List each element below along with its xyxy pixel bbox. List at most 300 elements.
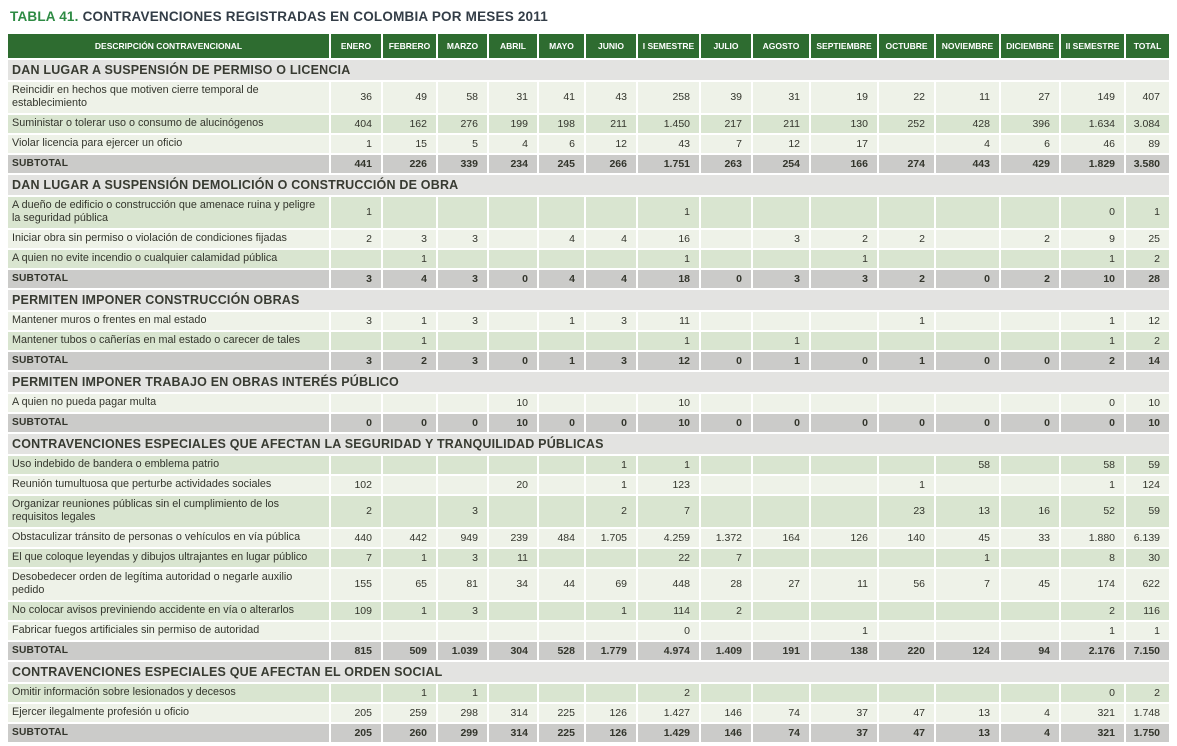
cell-value: 404 bbox=[330, 114, 382, 134]
cell-value: 174 bbox=[1060, 568, 1125, 601]
cell-value: 1 bbox=[330, 134, 382, 154]
subtotal-value: 1.409 bbox=[700, 641, 752, 661]
subtotal-value: 0 bbox=[878, 413, 935, 433]
cell-value: 3.084 bbox=[1125, 114, 1169, 134]
row-label: Obstaculizar tránsito de personas o vehículos en vía pública bbox=[8, 528, 330, 548]
subtotal-value: 0 bbox=[585, 413, 637, 433]
cell-value: 1.705 bbox=[585, 528, 637, 548]
table-row bbox=[8, 81, 1169, 114]
cell-value bbox=[752, 393, 810, 413]
cell-value: 2 bbox=[878, 229, 935, 249]
cell-value: 58 bbox=[1060, 455, 1125, 475]
cell-value: 440 bbox=[330, 528, 382, 548]
cell-value bbox=[1000, 475, 1060, 495]
subtotal-value: 18 bbox=[637, 269, 700, 289]
cell-value bbox=[330, 683, 382, 703]
column-header: TOTAL bbox=[1125, 34, 1169, 59]
cell-value: 1 bbox=[437, 683, 488, 703]
cell-value: 407 bbox=[1125, 81, 1169, 114]
table-row bbox=[8, 229, 1169, 249]
cell-value: 3 bbox=[437, 601, 488, 621]
cell-value: 89 bbox=[1125, 134, 1169, 154]
cell-value bbox=[437, 393, 488, 413]
cell-value bbox=[878, 455, 935, 475]
cell-value bbox=[488, 601, 538, 621]
cell-value bbox=[935, 229, 1000, 249]
cell-value: 1.372 bbox=[700, 528, 752, 548]
row-label: A quien no pueda pagar multa bbox=[8, 393, 330, 413]
cell-value: 23 bbox=[878, 495, 935, 528]
cell-value: 1 bbox=[382, 331, 437, 351]
cell-value bbox=[488, 196, 538, 229]
cell-value: 19 bbox=[810, 81, 878, 114]
cell-value: 140 bbox=[878, 528, 935, 548]
subtotal-value: 7.150 bbox=[1125, 641, 1169, 661]
cell-value: 39 bbox=[700, 81, 752, 114]
cell-value: 1 bbox=[1060, 249, 1125, 269]
cell-value: 2 bbox=[700, 601, 752, 621]
subtotal-value: 220 bbox=[878, 641, 935, 661]
row-label: Mantener muros o frentes en mal estado bbox=[8, 311, 330, 331]
cell-value: 9 bbox=[1060, 229, 1125, 249]
subtotal-value: 0 bbox=[700, 413, 752, 433]
cell-value bbox=[488, 311, 538, 331]
section-header-row bbox=[8, 59, 1169, 81]
cell-value: 1 bbox=[330, 196, 382, 229]
cell-value: 43 bbox=[585, 81, 637, 114]
table-row bbox=[8, 455, 1169, 475]
cell-value: 1 bbox=[1125, 196, 1169, 229]
subtotal-value: 314 bbox=[488, 723, 538, 742]
cell-value bbox=[935, 683, 1000, 703]
subtotal-value: 126 bbox=[585, 723, 637, 742]
subtotal-row bbox=[8, 641, 1169, 661]
cell-value: 102 bbox=[330, 475, 382, 495]
cell-value bbox=[330, 455, 382, 475]
cell-value bbox=[538, 621, 585, 641]
cell-value: 6.139 bbox=[1125, 528, 1169, 548]
cell-value bbox=[878, 601, 935, 621]
table-row bbox=[8, 703, 1169, 723]
table-row bbox=[8, 621, 1169, 641]
cell-value: 47 bbox=[878, 703, 935, 723]
cell-value: 622 bbox=[1125, 568, 1169, 601]
cell-value bbox=[752, 311, 810, 331]
cell-value: 1 bbox=[1060, 475, 1125, 495]
cell-value: 20 bbox=[488, 475, 538, 495]
cell-value: 949 bbox=[437, 528, 488, 548]
subtotal-label: SUBTOTAL bbox=[8, 723, 330, 742]
cell-value bbox=[935, 393, 1000, 413]
column-header: MARZO bbox=[437, 34, 488, 59]
cell-value: 6 bbox=[1000, 134, 1060, 154]
cell-value bbox=[878, 548, 935, 568]
table-row bbox=[8, 249, 1169, 269]
subtotal-value: 321 bbox=[1060, 723, 1125, 742]
cell-value: 1 bbox=[810, 621, 878, 641]
cell-value bbox=[700, 495, 752, 528]
subtotal-value: 0 bbox=[810, 351, 878, 371]
subtotal-value: 146 bbox=[700, 723, 752, 742]
cell-value bbox=[1000, 393, 1060, 413]
cell-value: 3 bbox=[752, 229, 810, 249]
cell-value: 442 bbox=[382, 528, 437, 548]
column-header: MAYO bbox=[538, 34, 585, 59]
row-label: A dueño de edificio o construcción que amenace ruina y peligre la seguridad pública bbox=[8, 196, 330, 229]
section-header-row bbox=[8, 289, 1169, 311]
cell-value: 1 bbox=[1125, 621, 1169, 641]
cell-value: 6 bbox=[538, 134, 585, 154]
cell-value: 74 bbox=[752, 703, 810, 723]
subtotal-row bbox=[8, 413, 1169, 433]
cell-value: 2 bbox=[1125, 249, 1169, 269]
cell-value bbox=[1000, 683, 1060, 703]
cell-value: 396 bbox=[1000, 114, 1060, 134]
cell-value: 33 bbox=[1000, 528, 1060, 548]
row-label: Ejercer ilegalmente profesión u oficio bbox=[8, 703, 330, 723]
subtotal-value: 0 bbox=[330, 413, 382, 433]
cell-value bbox=[752, 601, 810, 621]
cell-value: 69 bbox=[585, 568, 637, 601]
cell-value bbox=[488, 621, 538, 641]
cell-value bbox=[700, 311, 752, 331]
subtotal-value: 0 bbox=[1060, 413, 1125, 433]
subtotal-value: 0 bbox=[935, 351, 1000, 371]
section-header-row bbox=[8, 433, 1169, 455]
cell-value bbox=[1000, 196, 1060, 229]
cell-value: 11 bbox=[810, 568, 878, 601]
cell-value bbox=[437, 455, 488, 475]
cell-value bbox=[810, 548, 878, 568]
subtotal-row bbox=[8, 723, 1169, 742]
cell-value: 146 bbox=[700, 703, 752, 723]
cell-value: 7 bbox=[700, 134, 752, 154]
cell-value: 11 bbox=[488, 548, 538, 568]
cell-value: 1 bbox=[382, 311, 437, 331]
cell-value bbox=[935, 331, 1000, 351]
row-label: Fabricar fuegos artificiales sin permiso de autoridad bbox=[8, 621, 330, 641]
cell-value: 2 bbox=[637, 683, 700, 703]
cell-value: 3 bbox=[437, 229, 488, 249]
table-row bbox=[8, 331, 1169, 351]
cell-value: 1 bbox=[637, 196, 700, 229]
cell-value: 58 bbox=[935, 455, 1000, 475]
cell-value bbox=[935, 249, 1000, 269]
subtotal-value: 0 bbox=[1000, 351, 1060, 371]
cell-value: 116 bbox=[1125, 601, 1169, 621]
cell-value bbox=[700, 393, 752, 413]
cell-value: 298 bbox=[437, 703, 488, 723]
subtotal-value: 225 bbox=[538, 723, 585, 742]
cell-value: 31 bbox=[488, 81, 538, 114]
cell-value: 2 bbox=[810, 229, 878, 249]
cell-value: 12 bbox=[585, 134, 637, 154]
subtotal-value: 2 bbox=[1000, 269, 1060, 289]
row-label: Reincidir en hechos que motiven cierre temporal de establecimiento bbox=[8, 81, 330, 114]
subtotal-value: 4.974 bbox=[637, 641, 700, 661]
cell-value bbox=[810, 196, 878, 229]
subtotal-value: 299 bbox=[437, 723, 488, 742]
cell-value: 4 bbox=[935, 134, 1000, 154]
cell-value bbox=[382, 393, 437, 413]
cell-value bbox=[1000, 548, 1060, 568]
cell-value: 259 bbox=[382, 703, 437, 723]
subtotal-value: 37 bbox=[810, 723, 878, 742]
subtotal-value: 2 bbox=[382, 351, 437, 371]
cell-value: 44 bbox=[538, 568, 585, 601]
subtotal-value: 1.751 bbox=[637, 154, 700, 174]
cell-value bbox=[585, 249, 637, 269]
cell-value: 199 bbox=[488, 114, 538, 134]
column-header: OCTUBRE bbox=[878, 34, 935, 59]
cell-value: 314 bbox=[488, 703, 538, 723]
subtotal-value: 0 bbox=[935, 269, 1000, 289]
cell-value: 43 bbox=[637, 134, 700, 154]
subtotal-value: 4 bbox=[585, 269, 637, 289]
cell-value: 59 bbox=[1125, 455, 1169, 475]
cell-value: 3 bbox=[382, 229, 437, 249]
column-header: NOVIEMBRE bbox=[935, 34, 1000, 59]
cell-value bbox=[330, 249, 382, 269]
cell-value: 428 bbox=[935, 114, 1000, 134]
table-row bbox=[8, 114, 1169, 134]
cell-value: 126 bbox=[585, 703, 637, 723]
cell-value: 13 bbox=[935, 703, 1000, 723]
cell-value bbox=[752, 495, 810, 528]
cell-value: 10 bbox=[488, 393, 538, 413]
cell-value bbox=[700, 683, 752, 703]
cell-value: 1 bbox=[1060, 621, 1125, 641]
cell-value bbox=[1000, 331, 1060, 351]
cell-value: 52 bbox=[1060, 495, 1125, 528]
subtotal-value: 205 bbox=[330, 723, 382, 742]
cell-value: 27 bbox=[1000, 81, 1060, 114]
cell-value: 37 bbox=[810, 703, 878, 723]
subtotal-value: 2 bbox=[1060, 351, 1125, 371]
subtotal-value: 1.429 bbox=[637, 723, 700, 742]
section-header: DAN LUGAR A SUSPENSIÓN DE PERMISO O LICENCIA bbox=[8, 59, 1169, 81]
cell-value: 0 bbox=[637, 621, 700, 641]
section-header: PERMITEN IMPONER CONSTRUCCIÓN OBRAS bbox=[8, 289, 1169, 311]
section-header: CONTRAVENCIONES ESPECIALES QUE AFECTAN LA SEGURIDAD Y TRANQUILIDAD PÚBLICAS bbox=[8, 433, 1169, 455]
section-header-row bbox=[8, 661, 1169, 683]
cell-value bbox=[752, 621, 810, 641]
cell-value bbox=[330, 331, 382, 351]
cell-value: 109 bbox=[330, 601, 382, 621]
subtotal-value: 0 bbox=[488, 269, 538, 289]
cell-value: 45 bbox=[1000, 568, 1060, 601]
subtotal-value: 815 bbox=[330, 641, 382, 661]
subtotal-value: 441 bbox=[330, 154, 382, 174]
cell-value bbox=[935, 311, 1000, 331]
subtotal-value: 3 bbox=[752, 269, 810, 289]
cell-value: 130 bbox=[810, 114, 878, 134]
table-row bbox=[8, 568, 1169, 601]
cell-value bbox=[538, 495, 585, 528]
subtotal-value: 14 bbox=[1125, 351, 1169, 371]
cell-value: 45 bbox=[935, 528, 1000, 548]
cell-value: 7 bbox=[935, 568, 1000, 601]
cell-value bbox=[700, 621, 752, 641]
subtotal-value: 10 bbox=[1125, 413, 1169, 433]
cell-value: 211 bbox=[585, 114, 637, 134]
subtotal-value: 0 bbox=[488, 351, 538, 371]
subtotal-value: 254 bbox=[752, 154, 810, 174]
subtotal-row bbox=[8, 269, 1169, 289]
cell-value: 1.634 bbox=[1060, 114, 1125, 134]
cell-value: 1 bbox=[752, 331, 810, 351]
subtotal-value: 138 bbox=[810, 641, 878, 661]
subtotal-value: 12 bbox=[637, 351, 700, 371]
cell-value bbox=[538, 196, 585, 229]
row-label: Suministar o tolerar uso o consumo de alucinógenos bbox=[8, 114, 330, 134]
subtotal-value: 0 bbox=[752, 413, 810, 433]
column-header: AGOSTO bbox=[752, 34, 810, 59]
subtotal-value: 234 bbox=[488, 154, 538, 174]
cell-value: 1 bbox=[637, 331, 700, 351]
cell-value: 56 bbox=[878, 568, 935, 601]
row-label: Uso indebido de bandera o emblema patrio bbox=[8, 455, 330, 475]
subtotal-value: 339 bbox=[437, 154, 488, 174]
cell-value bbox=[878, 134, 935, 154]
cell-value bbox=[585, 393, 637, 413]
cell-value: 5 bbox=[437, 134, 488, 154]
subtotal-value: 226 bbox=[382, 154, 437, 174]
column-header: I SEMESTRE bbox=[637, 34, 700, 59]
cell-value bbox=[585, 621, 637, 641]
subtotal-value: 1 bbox=[752, 351, 810, 371]
cell-value bbox=[330, 393, 382, 413]
table-body bbox=[8, 59, 1169, 742]
cell-value: 1 bbox=[585, 601, 637, 621]
cell-value: 1.427 bbox=[637, 703, 700, 723]
cell-value bbox=[585, 548, 637, 568]
cell-value: 3 bbox=[585, 311, 637, 331]
row-label: Reunión tumultuosa que perturbe actividades sociales bbox=[8, 475, 330, 495]
cell-value: 1 bbox=[382, 683, 437, 703]
cell-value: 2 bbox=[1125, 331, 1169, 351]
subtotal-value: 47 bbox=[878, 723, 935, 742]
cell-value: 1 bbox=[382, 548, 437, 568]
cell-value: 11 bbox=[935, 81, 1000, 114]
cell-value: 211 bbox=[752, 114, 810, 134]
cell-value bbox=[488, 229, 538, 249]
column-header: JUNIO bbox=[585, 34, 637, 59]
subtotal-label: SUBTOTAL bbox=[8, 351, 330, 371]
subtotal-value: 0 bbox=[382, 413, 437, 433]
cell-value: 65 bbox=[382, 568, 437, 601]
cell-value: 1 bbox=[538, 311, 585, 331]
page-title bbox=[10, 9, 1169, 24]
cell-value: 149 bbox=[1060, 81, 1125, 114]
cell-value bbox=[437, 196, 488, 229]
cell-value bbox=[437, 621, 488, 641]
subtotal-value: 28 bbox=[1125, 269, 1169, 289]
cell-value bbox=[810, 601, 878, 621]
table-row bbox=[8, 196, 1169, 229]
subtotal-value: 0 bbox=[700, 351, 752, 371]
cell-value bbox=[878, 683, 935, 703]
cell-value: 12 bbox=[1125, 311, 1169, 331]
cell-value: 126 bbox=[810, 528, 878, 548]
cell-value bbox=[878, 393, 935, 413]
subtotal-value: 429 bbox=[1000, 154, 1060, 174]
cell-value: 16 bbox=[1000, 495, 1060, 528]
cell-value: 16 bbox=[637, 229, 700, 249]
cell-value: 1 bbox=[585, 475, 637, 495]
cell-value: 198 bbox=[538, 114, 585, 134]
cell-value: 58 bbox=[437, 81, 488, 114]
column-header: II SEMESTRE bbox=[1060, 34, 1125, 59]
subtotal-value: 1 bbox=[538, 351, 585, 371]
subtotal-value: 191 bbox=[752, 641, 810, 661]
cell-value: 7 bbox=[330, 548, 382, 568]
cell-value: 484 bbox=[538, 528, 585, 548]
cell-value bbox=[382, 621, 437, 641]
cell-value bbox=[700, 229, 752, 249]
cell-value bbox=[935, 196, 1000, 229]
cell-value bbox=[538, 475, 585, 495]
table-row bbox=[8, 134, 1169, 154]
subtotal-value: 0 bbox=[1000, 413, 1060, 433]
cell-value bbox=[752, 475, 810, 495]
cell-value: 2 bbox=[585, 495, 637, 528]
cell-value bbox=[752, 249, 810, 269]
cell-value: 3 bbox=[437, 548, 488, 568]
cell-value bbox=[1000, 621, 1060, 641]
cell-value: 7 bbox=[700, 548, 752, 568]
cell-value: 4 bbox=[1000, 703, 1060, 723]
cell-value bbox=[810, 683, 878, 703]
cell-value: 1 bbox=[382, 249, 437, 269]
cell-value: 0 bbox=[1060, 683, 1125, 703]
cell-value bbox=[538, 601, 585, 621]
cell-value bbox=[330, 621, 382, 641]
cell-value: 2 bbox=[1000, 229, 1060, 249]
cell-value bbox=[752, 196, 810, 229]
cell-value: 225 bbox=[538, 703, 585, 723]
cell-value: 3 bbox=[437, 311, 488, 331]
subtotal-value: 0 bbox=[700, 269, 752, 289]
cell-value bbox=[1000, 455, 1060, 475]
cell-value bbox=[878, 621, 935, 641]
subtotal-value: 304 bbox=[488, 641, 538, 661]
subtotal-label: SUBTOTAL bbox=[8, 641, 330, 661]
subtotal-value: 74 bbox=[752, 723, 810, 742]
cell-value: 276 bbox=[437, 114, 488, 134]
table-row bbox=[8, 475, 1169, 495]
section-header-row bbox=[8, 371, 1169, 393]
cell-value: 17 bbox=[810, 134, 878, 154]
cell-value: 11 bbox=[637, 311, 700, 331]
cell-value bbox=[437, 331, 488, 351]
cell-value bbox=[700, 475, 752, 495]
subtotal-value: 0 bbox=[538, 413, 585, 433]
cell-value bbox=[1000, 601, 1060, 621]
cell-value bbox=[382, 455, 437, 475]
row-label: Desobedecer orden de legítima autoridad o negarle auxilio pedido bbox=[8, 568, 330, 601]
cell-value bbox=[585, 331, 637, 351]
row-label: El que coloque leyendas y dibujos ultrajantes en lugar público bbox=[8, 548, 330, 568]
subtotal-value: 10 bbox=[637, 413, 700, 433]
cell-value: 1 bbox=[878, 475, 935, 495]
table-row bbox=[8, 311, 1169, 331]
subtotal-value: 0 bbox=[437, 413, 488, 433]
cell-value: 41 bbox=[538, 81, 585, 114]
column-header: SEPTIEMBRE bbox=[810, 34, 878, 59]
cell-value: 321 bbox=[1060, 703, 1125, 723]
cell-value: 1 bbox=[935, 548, 1000, 568]
